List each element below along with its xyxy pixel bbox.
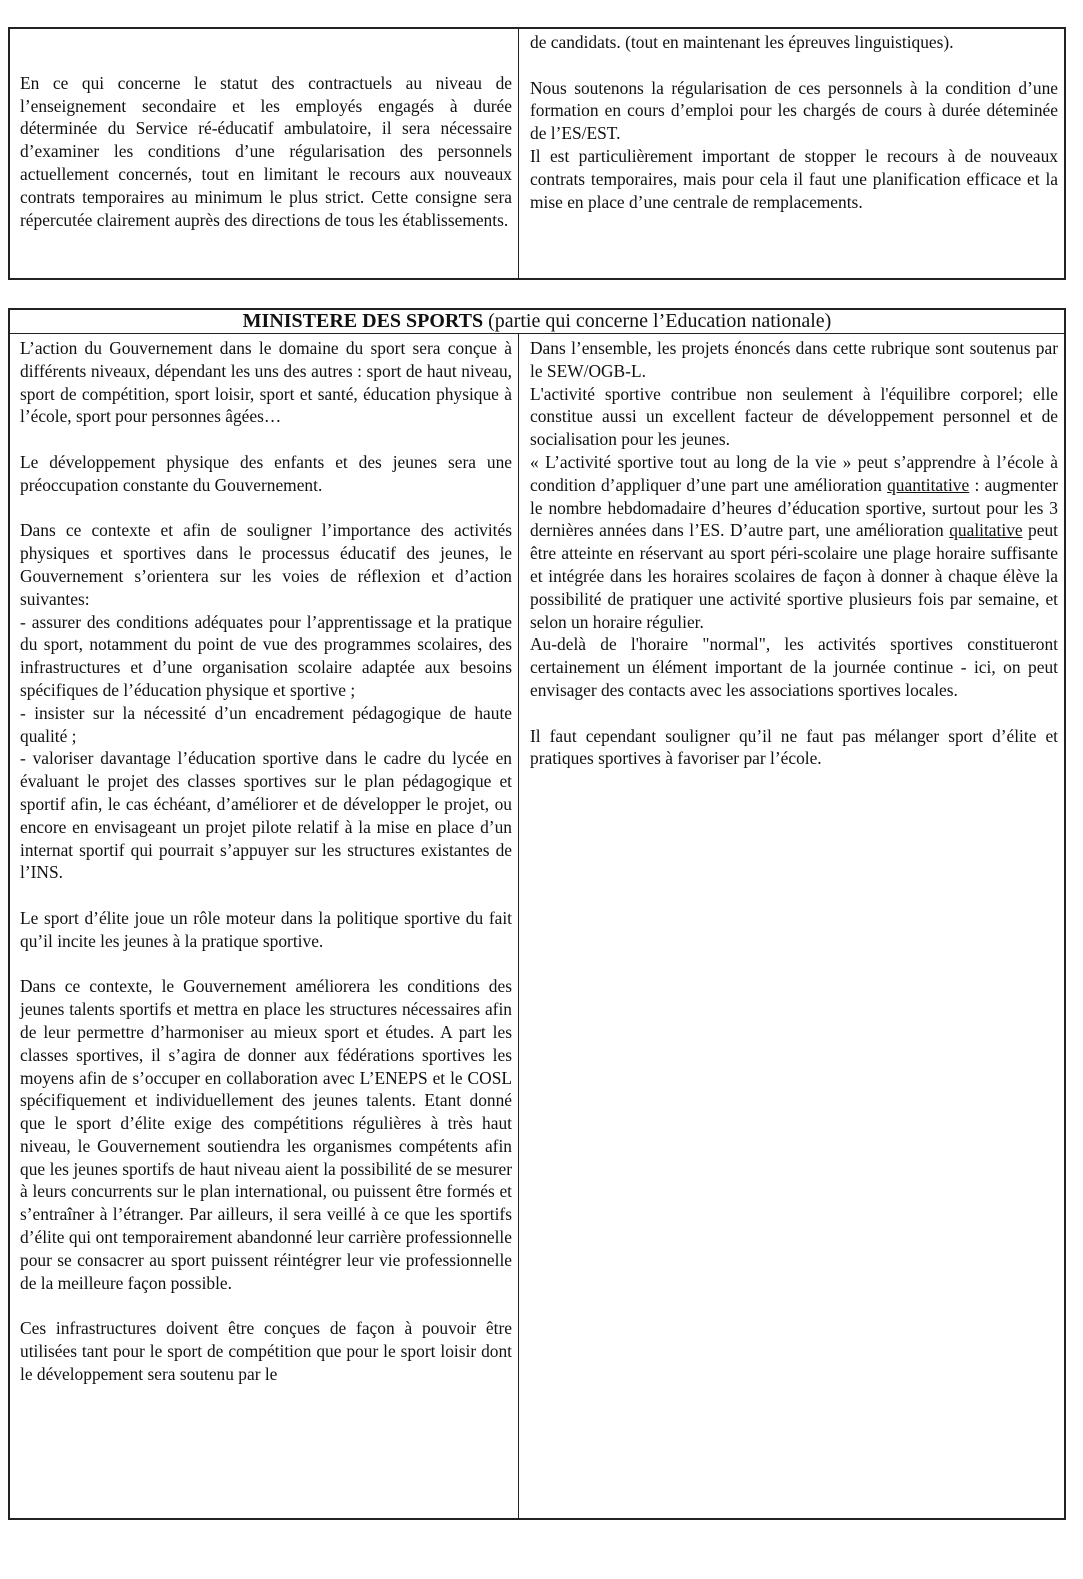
ensemble-paragraph: Dans l’ensemble, les projets énoncés dans cette rubrique sont soutenus par le SEW/OGB-L. [530, 338, 1058, 381]
top-right-column [530, 31, 1058, 213]
section-title-bold: MINISTERE DES SPORTS [242, 310, 484, 332]
action-gouvernement-paragraph: L’action du Gouvernement dans le domaine du sport sera conçue à différents niveaux, dépendant les uns des autres : sport de haut niveau, sport de compétition, sport loisir, sport et santé, éducation physique à l’école, sport pour personnes âgées… [20, 338, 512, 427]
column-divider [518, 29, 519, 278]
bullet-valoriser: - valoriser davantage l’éducation sportive dans le cadre du lycée en évaluant le projet des classes sportives sur le plan pédagogique et sportif afin, le cas échéant, d’améliorer et de développer le projet, ou encore en envisageant un projet pilote relatif à la mise en place d’un internat sportif qui pourrait s’appuyer sur les structures existantes de l’INS. [20, 748, 512, 883]
horaire-normal-paragraph: Au-delà de l'horaire "normal", les activités sportives constitueront certainement un élément important de la journée continue - ici, on peut envisager des contacts avec les associations sportives locales. [530, 634, 1058, 700]
spacer [20, 497, 512, 520]
spacer [530, 702, 1058, 725]
bullet-conditions: - assurer des conditions adéquates pour l’apprentissage et la pratique du sport, notamment du point de vue des programmes scolaires, des infrastructures et d’une organisation scolaire adaptée aux besoins spécifiques de l’éducation physique et sportive ; [20, 611, 512, 700]
tout-au-long-paragraph [530, 451, 1058, 633]
section-title-rest: (partie qui concerne l’Education nationale) [483, 310, 832, 332]
regularisation-paragraph: Nous soutenons la régularisation de ces personnels à la condition d’une formation en cours d’emploi pour les chargés de cours à durée déteminée de l’ES/EST. [530, 77, 1058, 144]
contrats-paragraph: Il est particulièrement important de stopper le recours à de nouveaux contrats temporaires, mais pour cela il faut une planification efficace et la mise en place d’une centrale de remplacements. [530, 145, 1058, 212]
spacer [20, 953, 512, 976]
text-run: peut être atteinte en réservant au sport péri-scolaire une plage horaire suffisante et intégrée dans les horaires scolaires de façon à donner à chaque élève la possibilité de pratiquer une activité sportive plusieurs fois par semaine, et selon un horaire régulier. [530, 520, 1058, 632]
contexte-paragraph: Dans ce contexte et afin de souligner l’importance des activités physiques et sportives dans le processus éducatif des jeunes, le Gouvernement s’orientera sur les voies de réflexion et d’action suivantes: [20, 520, 512, 609]
top-right-spacer [530, 54, 1058, 77]
candidats-line: de candidats. (tout en maintenant les épreuves linguistiques). [530, 32, 954, 52]
top-section [8, 27, 1066, 280]
sports-left-column [20, 337, 512, 1386]
infrastructures-paragraph: Ces infrastructures doivent être conçues de façon à pouvoir être utilisées tant pour le sport de compétition que pour le sport loisir dont le développement sera soutenu par le [20, 1318, 512, 1384]
top-left-spacer-2 [20, 60, 512, 72]
sport-elite-paragraph: Le sport d’élite joue un rôle moteur dans la politique sportive du fait qu’il incite les jeunes à la pratique sportive. [20, 907, 512, 951]
developpement-physique-paragraph: Le développement physique des enfants et des jeunes sera une préoccupation constante du Gouvernement. [20, 451, 512, 495]
spacer [20, 1294, 512, 1317]
contractuels-paragraph: En ce qui concerne le statut des contractuels au niveau de l’enseignement secondaire et les employés engagés à durée déterminée du Service ré-éducatif ambulatoire, il sera nécessaire d’examiner les conditions d’une régularisation des personnels actuellement concernés, tout en limitant le recours aux nouveaux contrats temporaires au minimum le plus strict. Cette consigne sera répercutée clairement auprès des directions de tous les établissements. [20, 72, 512, 230]
text-run: « L’activité sportive tout au long de la vie » peut s’apprendre à l’école à condition d’appliquer d’une part une amélioration [530, 451, 1058, 495]
qualitative-underlined: qualitative [949, 520, 1023, 541]
text-run: : augmenter le nombre hebdomadaire d’heures d’éducation sportive, surtout pour les 3 dernières années dans l’ES. D’autre part, une amélioration [530, 474, 1058, 541]
souligner-paragraph: Il faut cependant souligner qu’il ne faut pas mélanger sport d’élite et pratiques sportives à favoriser par l’école. [530, 725, 1058, 769]
top-left-column [20, 37, 512, 231]
sports-section [8, 308, 1066, 1520]
top-left-spacer-1 [20, 37, 512, 60]
section-title [10, 310, 1064, 334]
sports-right-column [530, 337, 1058, 770]
column-divider [518, 334, 519, 1518]
jeunes-talents-paragraph: Dans ce contexte, le Gouvernement améliorera les conditions des jeunes talents sportifs et mettra en place les structures nécessaires afin de leur permettre d’harmoniser au mieux sport et études. A part les classes sportives, il s’agira de donner aux fédérations sportives les moyens afin de s’occuper en collaboration avec L’ENEPS et le COSL spécifiquement et individuellement des jeunes talents. Etant donné que le sport d’élite exige des compétitions régulières à très haut niveau, le Gouvernement soutiendra les organismes compétents afin que les jeunes sportifs de haut niveau aient la possibilité de se mesurer à leurs concurrents sur le plan international, ou puissent être formés et s’entraîner à l’étranger. Par ailleurs, il sera veillé à ce que les sportifs d’élite qui ont temporairement abandonné leur carrière professionnelle pour se consacrer au sport puissent réintégrer leur vie professionnelle de la meilleure façon possible. [20, 976, 512, 1293]
bullet-encadrement: - insister sur la nécessité d’un encadrement pédagogique de haute qualité ; [20, 702, 512, 746]
spacer [20, 428, 512, 451]
quantitative-underlined: quantitative [887, 474, 970, 495]
spacer [20, 884, 512, 907]
activite-sportive-paragraph: L'activité sportive contribue non seulement à l'équilibre corporel; elle constitue aussi un excellent facteur de développement personnel et de socialisation pour les jeunes. [530, 383, 1058, 450]
